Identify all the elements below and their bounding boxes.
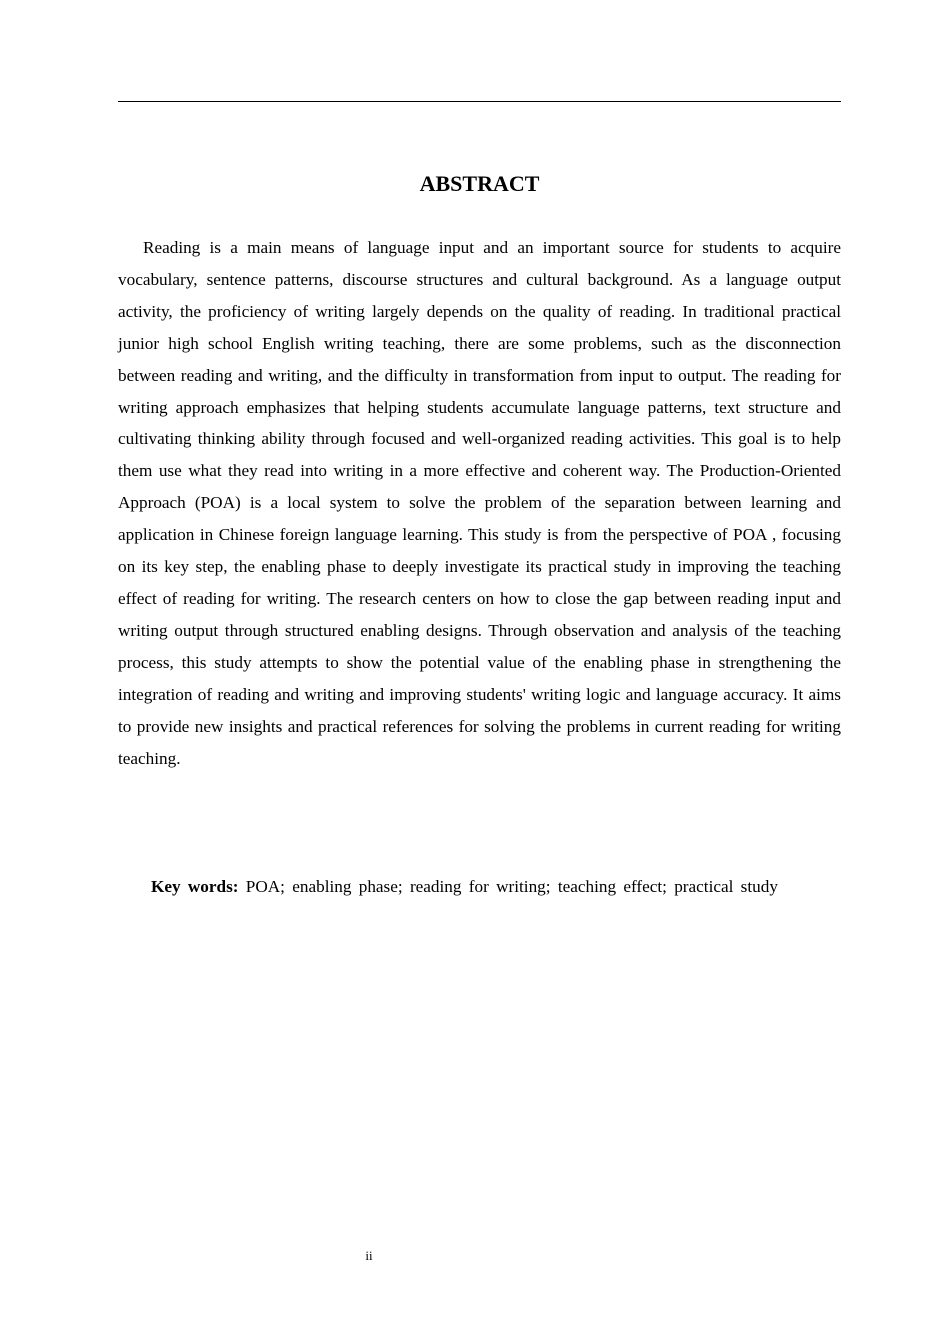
keywords-label: Key words:: [151, 877, 239, 896]
header-rule: [118, 101, 841, 102]
abstract-body: Reading is a main means of language input and an important source for students to acquire vocabulary, sentence patterns, discourse structures and cultural background. As a language output activity, the proficiency of writing largely depends on the quality of reading. In traditional practical junior high school English writing teaching, there are some problems, such as the disconnection between reading and writing, and the difficulty in transformation from input to output. The reading for writing approach emphasizes that helping students accumulate language patterns, text structure and cultivating thinking ability through focused and well-organized reading activities. This goal is to help them use what they read into writing in a more effective and coherent way. The Production-Oriented Approach (POA) is a local system to solve the problem of the separation between learning and application in Chinese foreign language learning. This study is from the perspective of POA , focusing on its key step, the enabling phase to deeply investigate its practical study in improving the teaching effect of reading for writing. The research centers on how to close the gap between reading input and writing output through structured enabling designs. Through observation and analysis of the teaching process, this study attempts to show the potential value of the enabling phase in strengthening the integration of reading and writing and improving students' writing logic and language accuracy. It aims to provide new insights and practical references for solving the problems in current reading for writing teaching.: [118, 238, 841, 768]
page-number: ii: [365, 1248, 373, 1263]
keywords-paragraph: [118, 871, 814, 903]
keywords-list: POA; enabling phase; reading for writing; teaching effect; practical study: [245, 877, 778, 896]
abstract-title: ABSTRACT: [419, 171, 540, 196]
